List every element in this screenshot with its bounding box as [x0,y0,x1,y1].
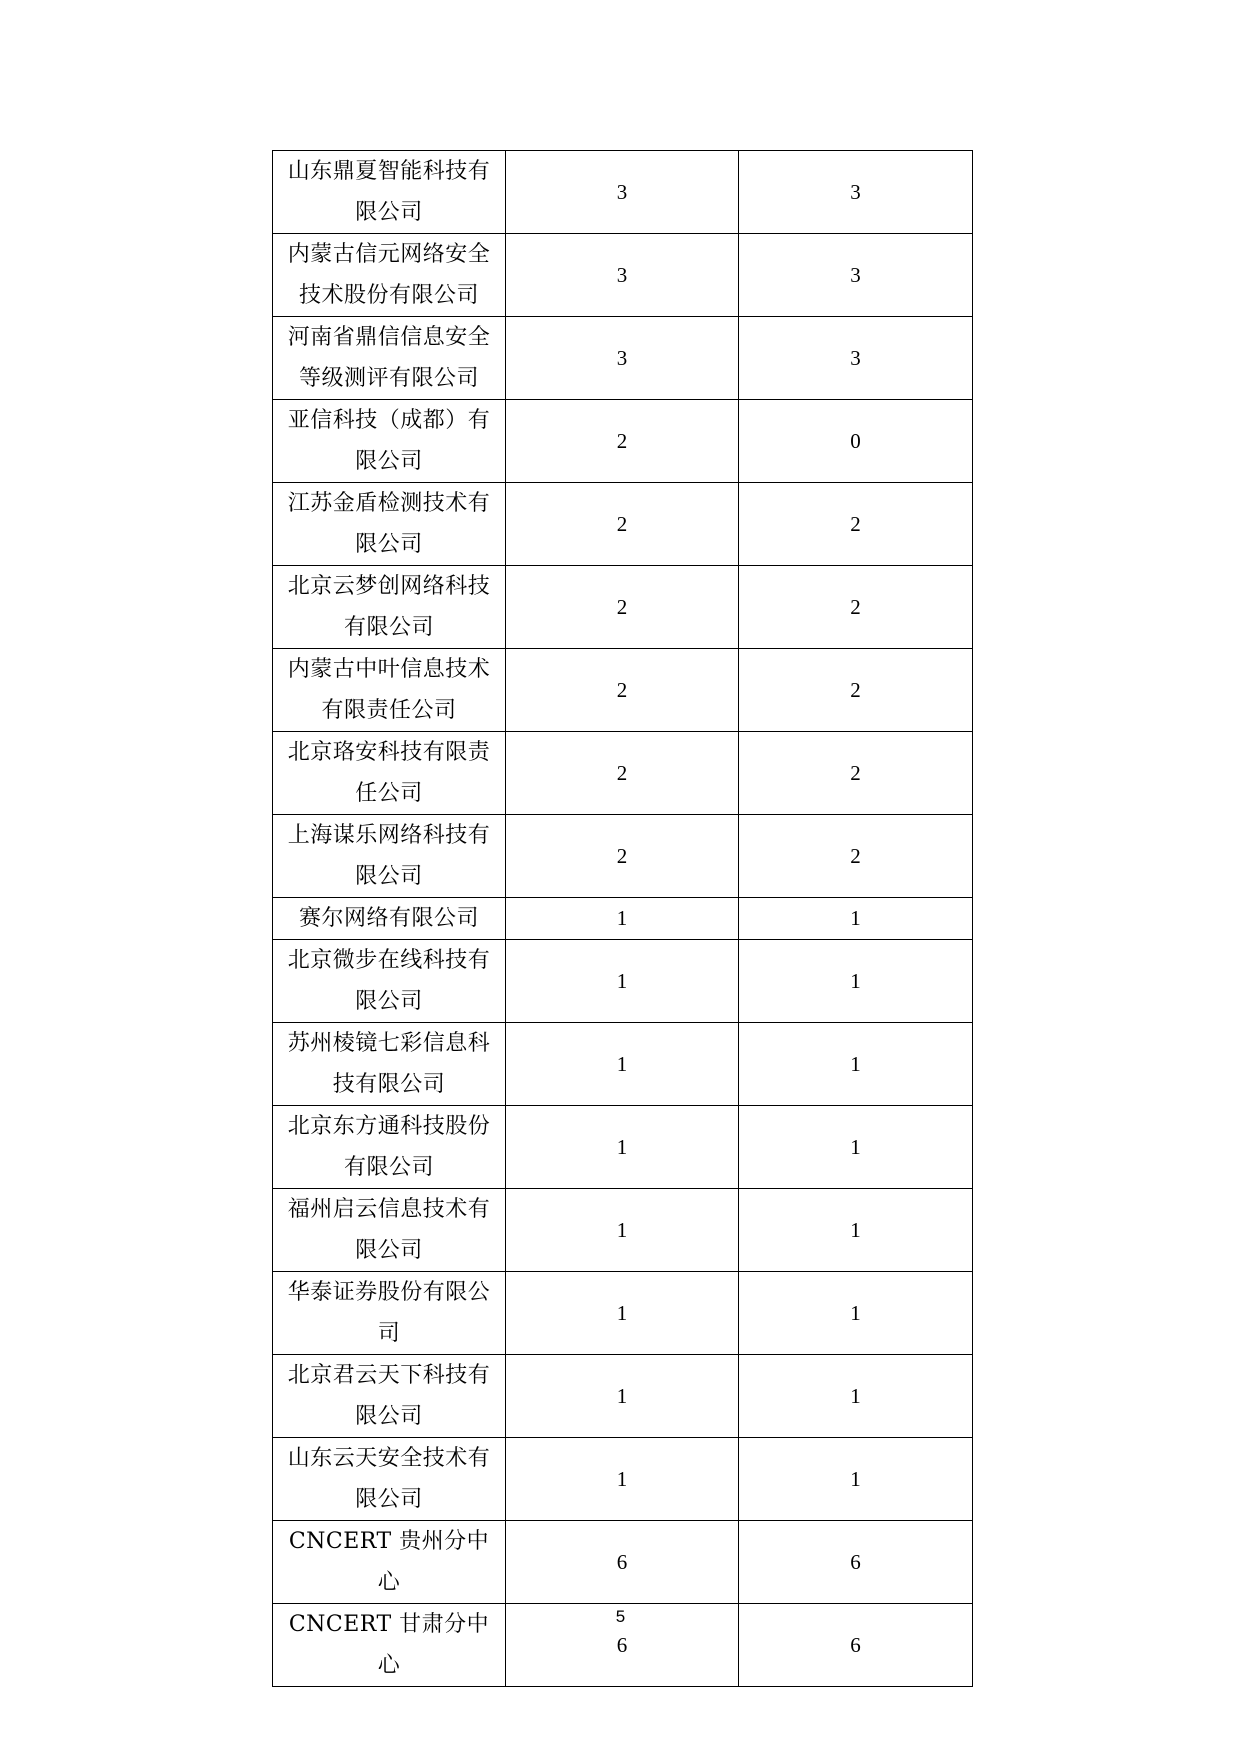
count-value-a: 2 [506,815,739,898]
count-value-b: 1 [739,1272,973,1355]
table-row [273,1355,973,1438]
count-value-b: 2 [739,483,973,566]
data-table [272,150,973,1687]
organization-name: 山东云天安全技术有限公司 [273,1438,506,1521]
count-value-b: 2 [739,649,973,732]
count-value-b: 2 [739,815,973,898]
count-value-a: 1 [506,940,739,1023]
organization-name: 北京微步在线科技有限公司 [273,940,506,1023]
organization-name: 北京云梦创网络科技有限公司 [273,566,506,649]
organization-name: 河南省鼎信信息安全等级测评有限公司 [273,317,506,400]
table-row [273,151,973,234]
organization-name: 北京君云天下科技有限公司 [273,1355,506,1438]
organization-name: 福州启云信息技术有限公司 [273,1189,506,1272]
organization-name: 江苏金盾检测技术有限公司 [273,483,506,566]
table-row [273,898,973,940]
count-value-b: 1 [739,940,973,1023]
table-row [273,566,973,649]
table-row [273,815,973,898]
count-value-b: 2 [739,732,973,815]
organization-name: 北京珞安科技有限责任公司 [273,732,506,815]
count-value-a: 2 [506,566,739,649]
table-row [273,1438,973,1521]
count-value-b: 1 [739,1106,973,1189]
table-row [273,1189,973,1272]
count-value-a: 1 [506,898,739,940]
count-value-a: 1 [506,1272,739,1355]
organization-name: 山东鼎夏智能科技有限公司 [273,151,506,234]
count-value-a: 6 [506,1604,739,1687]
count-value-b: 3 [739,317,973,400]
count-value-b: 3 [739,151,973,234]
table-row [273,649,973,732]
organization-name: CNCERT 甘肃分中心 [273,1604,506,1687]
count-value-a: 1 [506,1023,739,1106]
count-value-b: 1 [739,1355,973,1438]
table-row [273,317,973,400]
organization-name: 苏州棱镜七彩信息科技有限公司 [273,1023,506,1106]
count-value-a: 3 [506,151,739,234]
count-value-b: 6 [739,1604,973,1687]
count-value-b: 1 [739,1438,973,1521]
count-value-b: 6 [739,1521,973,1604]
organization-name: 内蒙古信元网络安全技术股份有限公司 [273,234,506,317]
table-row [273,1023,973,1106]
count-value-a: 6 [506,1521,739,1604]
organization-name: 北京东方通科技股份有限公司 [273,1106,506,1189]
table-row [273,400,973,483]
count-value-b: 2 [739,566,973,649]
count-value-a: 1 [506,1438,739,1521]
organization-name: 华泰证券股份有限公司 [273,1272,506,1355]
count-value-b: 1 [739,1189,973,1272]
count-value-a: 2 [506,649,739,732]
count-value-a: 2 [506,483,739,566]
count-value-b: 1 [739,898,973,940]
organization-name: 内蒙古中叶信息技术有限责任公司 [273,649,506,732]
count-value-a: 1 [506,1355,739,1438]
count-value-a: 1 [506,1189,739,1272]
table-row [273,1521,973,1604]
organization-name: 赛尔网络有限公司 [273,898,506,940]
table-row [273,1272,973,1355]
count-value-a: 3 [506,317,739,400]
table-row [273,1106,973,1189]
table-row [273,732,973,815]
table-row [273,940,973,1023]
table-row [273,483,973,566]
count-value-a: 3 [506,234,739,317]
organization-name: CNCERT 贵州分中心 [273,1521,506,1604]
count-value-a: 2 [506,400,739,483]
organization-name: 上海谋乐网络科技有限公司 [273,815,506,898]
count-value-a: 2 [506,732,739,815]
count-value-b: 0 [739,400,973,483]
count-value-b: 1 [739,1023,973,1106]
count-value-b: 3 [739,234,973,317]
table-row [273,234,973,317]
count-value-a: 1 [506,1106,739,1189]
page-number: 5 [615,1607,626,1626]
organization-name: 亚信科技（成都）有限公司 [273,400,506,483]
